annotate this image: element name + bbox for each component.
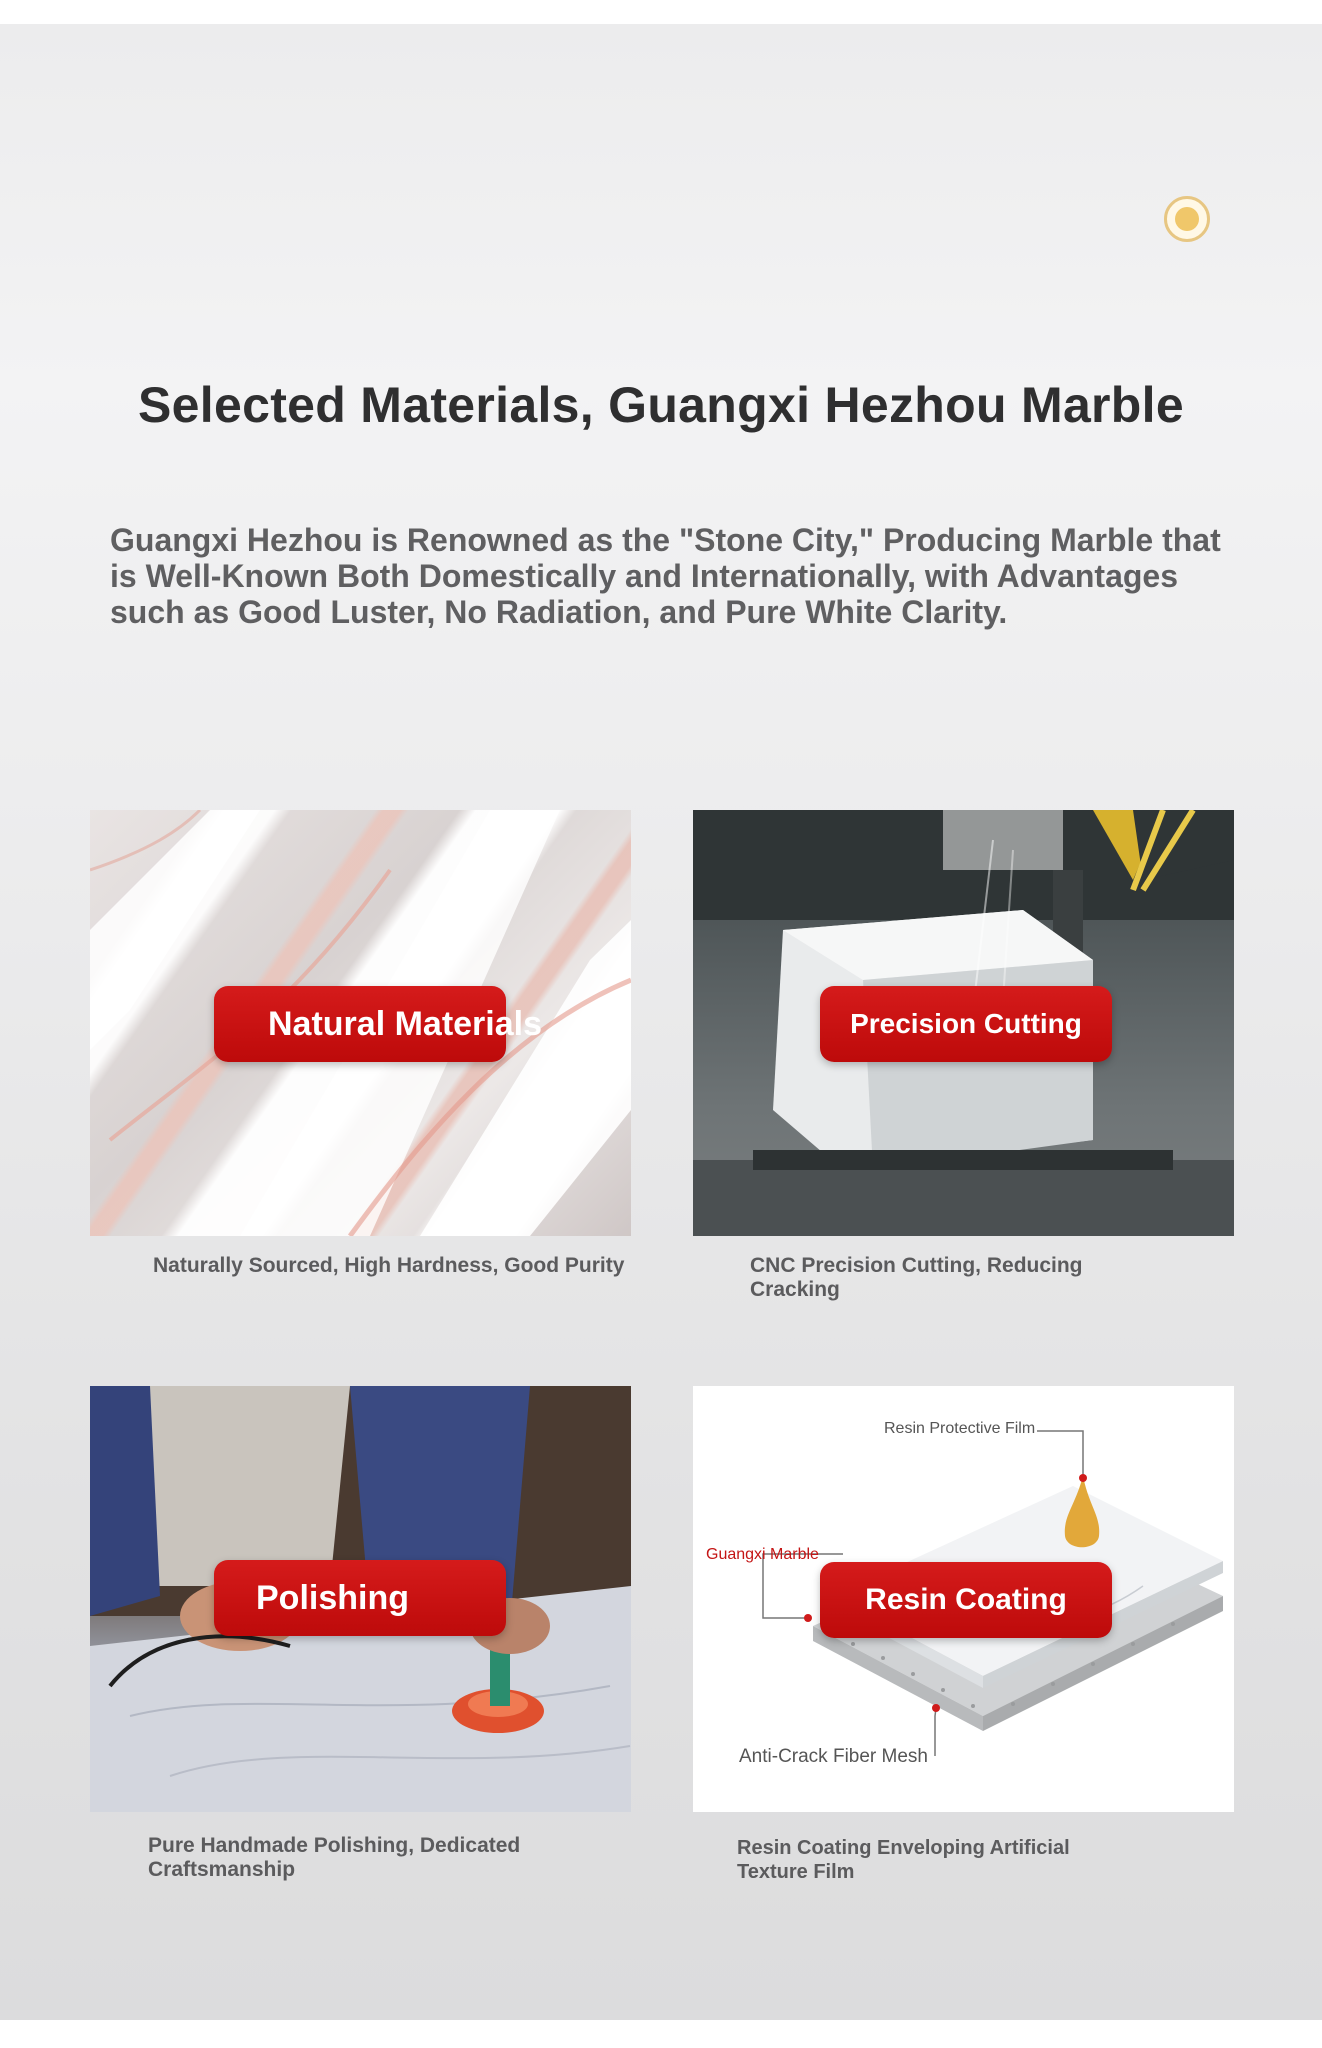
precision-cutting-image [693,810,1234,1236]
polishing-badge: Polishing [214,1560,506,1636]
natural-materials-image [90,810,631,1236]
precision-cutting-badge: Precision Cutting [820,986,1112,1062]
fiber-mesh-label: Anti-Crack Fiber Mesh [739,1746,928,1767]
page-background [0,24,1322,2020]
intro-paragraph: Guangxi Hezhou is Renowned as the "Stone City," Producing Marble that is Well-Known Both Domestically and Internationally, with Advantages such as Good Luster, No Radiation, and Pure White Clarity. [110,522,1221,630]
page-title: Selected Materials, Guangxi Hezhou Marble [138,377,1184,433]
resin-coating-caption: Resin Coating Enveloping Artificial Texture Film [737,1837,1070,1883]
resin-film-label: Resin Protective Film [884,1420,1036,1437]
natural-materials-caption: Naturally Sourced, High Hardness, Good Purity [153,1254,625,1277]
gold-circle-icon [1164,196,1210,242]
resin-coating-badge: Resin Coating [820,1562,1112,1638]
natural-materials-badge: Natural Materials [214,986,506,1062]
precision-cutting-caption: CNC Precision Cutting, Reducing Cracking [750,1254,1083,1301]
resin-coating-image [693,1386,1234,1812]
polishing-image [90,1386,631,1812]
polishing-caption: Pure Handmade Polishing, Dedicated Craftsmanship [148,1834,521,1881]
marble-layer-label: Guangxi Marble [706,1546,819,1563]
